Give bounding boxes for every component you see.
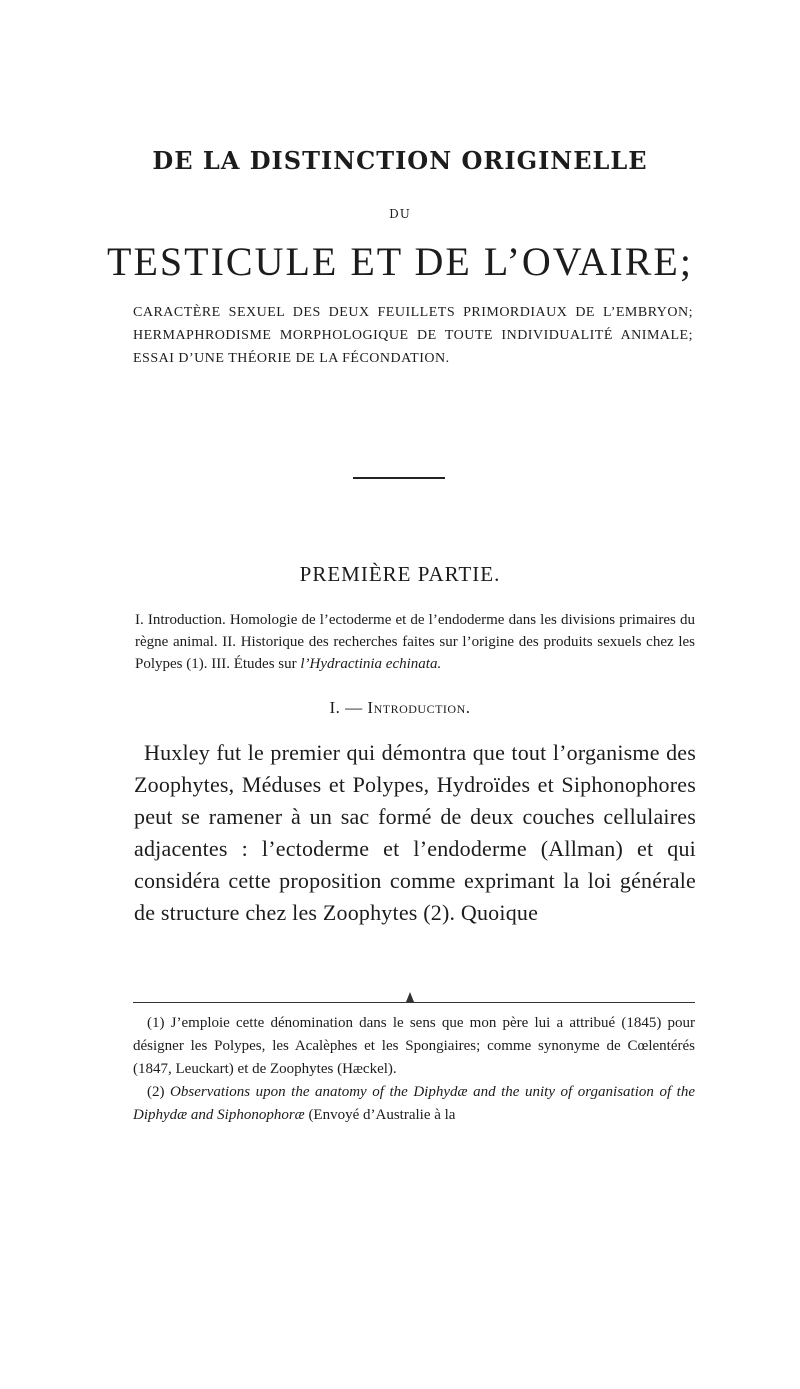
footnote-divider [133,1002,695,1003]
section-number: I. — [329,698,368,717]
body-paragraph: Huxley fut le premier qui démontra que tout l’organisme des Zoophytes, Méduses et Polypes, Hydroïdes et Siphonophores peut se ramener à un sac formé de deux couches cellulaires adjacentes : l’ectoderme et l’endoderme (Allman) et qui considéra cette proposition comme exprimant la loi générale de structure chez les Zoophytes (2). Quoique [134,740,696,925]
section-heading [0,698,800,718]
footnotes [133,1012,695,1127]
part-summary [135,609,695,675]
footnote-2-italic: Observations upon the anatomy of the Diphydæ and the unity of organisation of the Diphydæ and Siphonophoræ [133,1084,695,1123]
title-divider [353,477,445,479]
title-du: DU [389,207,411,221]
part-heading: PREMIÈRE PARTIE. [299,562,501,586]
section-title: Introduction. [367,698,471,717]
subtitle: CARACTÈRE SEXUEL DES DEUX FEUILLETS PRIMORDIAUX DE L’EMBRYON; HERMAPHRODISME MORPHOLOGIQUE DE TOUTE INDIVIDUALITÉ ANIMALE; ESSAI D’UNE THÉORIE DE LA FÉCONDATION. [133,305,693,366]
footnote-2-prefix: (2) [147,1084,171,1100]
summary-italic: l’Hydractinia echinata. [300,656,442,672]
summary-text: I. Introduction. Homologie de l’ectoderme et de l’endoderme dans les divisions primaires du règne animal. II. Historique des recherches faites sur l’origine des produits sexuels chez les Polypes (1). III. Études sur [135,612,695,672]
footnote-2 [133,1081,695,1127]
footnote-1: (1) J’emploie cette dénomination dans le sens que mon père lui a attribué (1845) pour désigner les Polypes, les Acalèphes et les Spongiaires; comme synonyme de Cœlentérés (1847, Leuckart) et de Zoophytes (Hæckel). [133,1015,695,1077]
title-top: DE LA DISTINCTION ORIGINELLE [152,146,648,175]
footnote-2-suffix: (Envoyé d’Australie à la [304,1107,456,1123]
footnote-divider-mark [406,992,414,1002]
main-title: TESTICULE ET DE L’OVAIRE; [107,239,693,284]
